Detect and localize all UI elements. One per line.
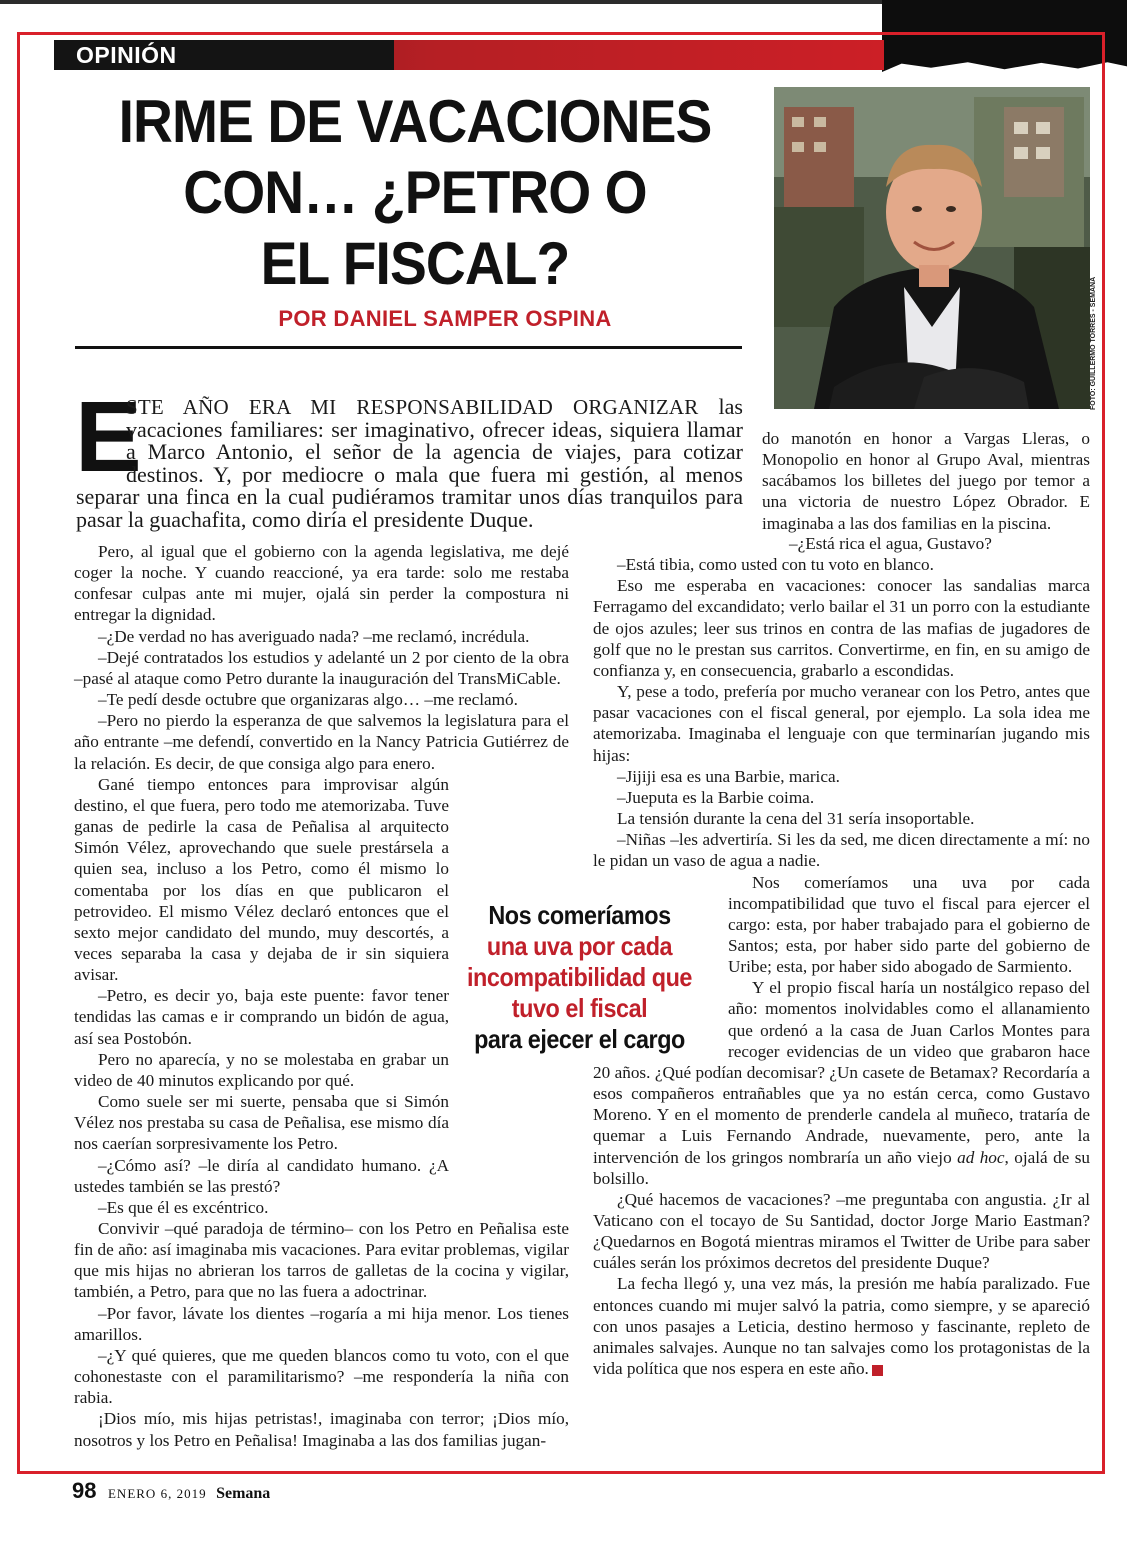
paragraph: Convivir –qué paradoja de término– con los Petro en Peñalisa este fin de año: así imaginaba mis vacaciones. Para evitar problemas, vigilar que mis hijas no abrieran los tarros de galletas de la cocina y vigilar, también, a Petro, para que no las fuera a adoctrinar. [74,1219,569,1302]
issue-date: ENERO 6, 2019 [107,1486,207,1501]
headline-line-3: EL FISCAL? [260,230,570,297]
headline-line-1: IRME DE VACACIONES [118,88,712,155]
paragraph: –Jijiji esa es una Barbie, marica. [617,766,840,786]
paragraph: –Está tibia, como usted con tu voto en blanco. [617,555,934,575]
italic-term: ad hoc [957,1147,1005,1167]
paragraph: –¿De verdad no has averiguado nada? –me reclamó, incrédula. [98,626,530,646]
lede-paragraph [75,381,743,532]
headline-rule [75,346,742,349]
pullquote-part-1: Nos comeríamos [488,900,671,930]
paragraph: Nos comeríamos una uva por cada incompatibilidad que tuvo el fiscal para ejercer el cargo: esta, por haber trabajado para el gobierno de Santos; esta, por haber sido parte del gobierno de Uribe; esta, por haber sido abogado de Sarmiento. [728,872,1090,977]
paragraph: –Dejé contratados los estudios y adelanté un 2 por ciento de la obra –pasé al ataque como Petro durante la inauguración del TransMiCable. [74,647,569,688]
paragraph: –Es que él es excéntrico. [98,1197,269,1217]
paragraph: –Petro, es decir yo, baja este puente: favor tener tendidas las camas e ir comprando un bidón de agua, así sea Postobón. [74,986,449,1048]
pullquote-part-3: para ejecer el cargo [474,1024,685,1054]
paragraph: –¿Y qué quieres, que me queden blancos como tu voto, con el que cohonestaste con el paramilitarismo? –me respondería la niña con rabia. [74,1345,569,1408]
paragraph: ¿Qué hacemos de vacaciones? –me preguntaba con angustia. ¿Ir al Vaticano con el tocayo de Su Santidad, doctor Jorge Mario Eastman? ¿Quedarnos en Bogotá mientras miramos el Twitter de Uribe para saber cuáles serán los próximos decretos del presidente Duque? [593,1189,1090,1273]
paragraph: –Te pedí desde octubre que organizaras algo… –me reclamó. [98,690,518,710]
pullquote-part-2: una uva por cada incompatibilidad que tuvo el fiscal [466,931,692,1023]
photo-credit: FOTO: GUILLERMO TORRES - SEMANA [1090,276,1097,410]
paragraph: Y, pese a todo, prefería por mucho veranear con los Petro, antes que pasar vacaciones con el fiscal general, por ejemplo. La sola idea me atemorizaba. Imaginaba el lenguaje con que terminarían jugando mis hijas: [593,682,1090,765]
end-of-article-square-icon [872,1365,883,1376]
page-number: 98 [72,1478,97,1503]
paragraph-text: La fecha llegó y, una vez más, la presión me había paralizado. Fue entonces cuando mi mujer salvó la patria, como siempre, y se apareció con unos pasajes a Leticia, destino hermoso y fascinante, repleto de animales salvajes. Aunque no tan salvajes como los protagonistas de la vida política que nos espera en este año. [593,1274,1090,1379]
paragraph: Como suele ser mi suerte, pensaba que si Simón Vélez nos prestaba su casa de Peñalisa, ese mismo día nos caerían sorpresivamente los Petro. [74,1092,449,1154]
paragraph-text: Y el propio fiscal haría un nostálgico repaso del año: momentos inolvidables como el allanamiento que ordenó a la casa de Juan Carlos Montes para recoger evidencias de un video que grabaron hace 20 años. ¿Qué podían decomisar? ¿Un casete de Betamax? Recordaría a esos compañeros entrañables que ya no están cerca, como Gustavo Moreno. Y en el momento de prenderle candela al muñeco, trataría de quemar a Luis Fernando Andrade, nuevamente, pero, ante la intervención de los gringos nombraría un año viejo [593,978,1090,1167]
paragraph: –Niñas –les advertiría. Si les da sed, me dicen directamente a mí: no le pidan un vaso de agua a nadie. [593,830,1090,871]
magazine-name: Semana [216,1485,271,1502]
paragraph-text: , ojalá de su bolsillo. [593,1147,1090,1188]
section-label: OPINIÓN [54,40,394,70]
byline: POR DANIEL SAMPER OSPINA [278,306,612,331]
paragraph: Pero, al igual que el gobierno con la agenda legislativa, me dejé coger la noche. Y cuando reaccioné, ya era tarde: solo me restaba confesar culpas ante mi mujer, ojalá sin perder la compostura ni entregar la dignidad. [74,542,569,625]
page-footer [72,1478,270,1504]
paragraph: –Pero no pierdo la esperanza de que salvemos la legislatura para el año entrante –me defendí, convertido en la Nancy Patricia Gutiérrez de la relación. Es decir, de que consiga algo para enero. [74,711,569,773]
paragraph: La tensión durante la cena del 31 sería insoportable. [617,809,975,829]
torn-page-corner [882,0,1127,72]
lede-caps: STE AÑO ERA MI RESPONSABILIDAD ORGANIZAR [126,395,699,419]
right-column-top [762,428,1090,534]
lede-text: las vacaciones familiares: ser imaginativo, ofrecer ideas, siquiera llamar a Marco Antonio, el señor de la agencia de viajes, para cotizar destinos. Y, por mediocre o mala que fuera mi gestión, al menos separar una finca en la cual pudiéramos tramitar unos días tranquilos para pasar la guachafita, como diría el presidente Duque. [76,394,743,532]
paragraph: –Jueputa es la Barbie coima. [617,787,815,807]
headline-line-2: CON… ¿PETRO O [183,159,647,226]
paragraph: Eso me esperaba en vacaciones: conocer las sandalias marca Ferragamo del excandidato; verlo bailar el 31 un porro con la estudiante de ojos azules; leer sus trinos en contra de las mafias de jugadores de golf que no le prestan sus carritos. Convertirme, en fin, en su amigo de confianza y, en consecuencia, grabarlo a escondidas. [593,576,1090,680]
paragraph: –¿Cómo así? –le diría al candidato humano. ¿A ustedes también se las prestó? [74,1155,449,1196]
drop-cap: E [75,381,142,493]
author-photo [774,87,1090,409]
headline [98,86,733,299]
paragraph: –¿Está rica el agua, Gustavo? [789,534,992,553]
paragraph: do manotón en honor a Vargas Lleras, o Monopolio en honor al Grupo Aval, mientras sacábamos los billetes del juego por temor a una victoria de nuestro López Obrador. E imaginaba a las dos familias en la piscina. [762,429,1090,533]
paragraph: Pero no aparecía, y no se molestaba en grabar un video de 40 minutos explicando por qué. [74,1049,449,1090]
pullquote [465,900,695,1055]
author-photo-illustration [774,87,1090,409]
paragraph: Gané tiempo entonces para improvisar algún destino, el que fuera, pero todo me atemorizaba. Tuve ganas de pedirle la casa de Peñalisa al arquitecto Simón Vélez, aprovechando que suele prestársela a quien sea, incluso a los Petro, como él mismo lo comentaba por los días en que publicaron el petrovideo. El mismo Vélez declaró entonces que el sexto mejor candidato del mundo, muy descortés, a veces separaba la casa y dejaba de ir sin siquiera avisar. [74,774,449,985]
paragraph [593,1273,1090,1379]
paragraph: –Por favor, lávate los dientes –rogaría a mi hija menor. Los tienes amarillos. [74,1303,569,1344]
paragraph: ¡Dios mío, mis hijas petristas!, imaginaba con terror; ¡Dios mío, nosotros y los Petro en Peñalisa! Imaginaba a las dos familias jugan- [74,1409,569,1450]
